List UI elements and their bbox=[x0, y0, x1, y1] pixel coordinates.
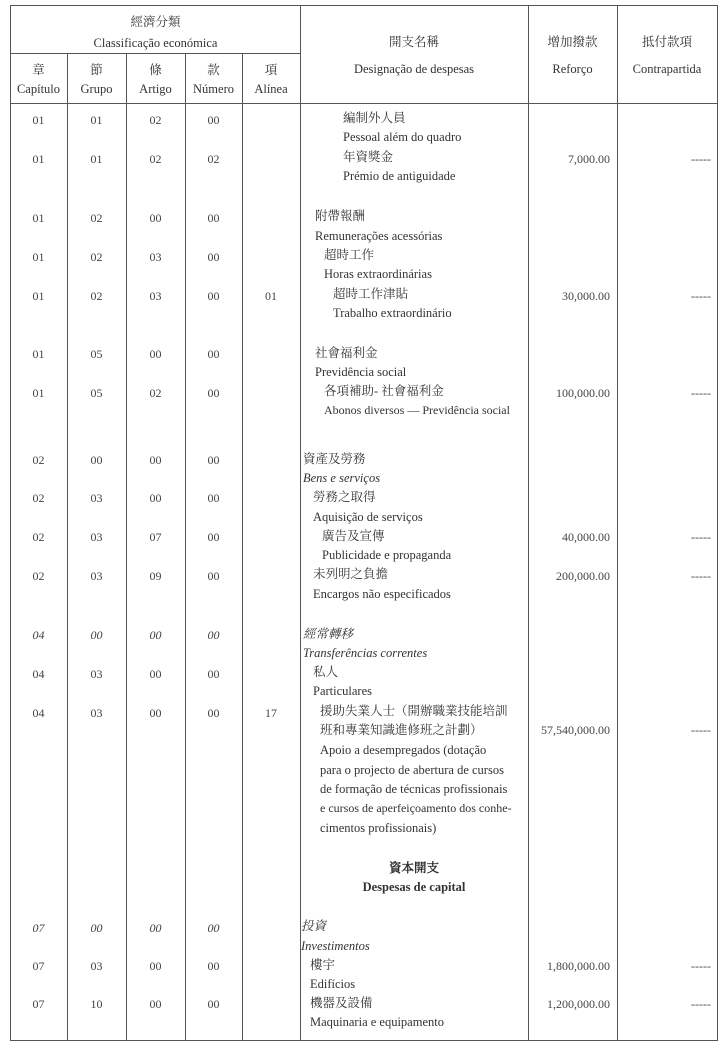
row-7-desc-zh: 資產及勞務 bbox=[303, 452, 366, 466]
row-7-article: 00 bbox=[149, 453, 162, 467]
row-9-group: 03 bbox=[90, 530, 103, 544]
row-4-article: 03 bbox=[149, 289, 162, 303]
col-border-4 bbox=[242, 53, 243, 1041]
row-13-desc-line-7: cimentos profissionais) bbox=[320, 821, 437, 835]
row-0-number: 00 bbox=[207, 113, 220, 127]
row-10-chapter: 02 bbox=[32, 569, 45, 583]
row-5-number: 00 bbox=[207, 347, 220, 361]
row-3-desc-pt: Horas extraordinárias bbox=[324, 267, 432, 281]
col-header-designation-zh: 開支名稱 bbox=[388, 35, 439, 49]
col-header-article-pt: Artigo bbox=[139, 82, 172, 96]
row-5-group: 05 bbox=[90, 347, 103, 361]
row-12-article: 00 bbox=[149, 667, 162, 681]
row-13-desc-line-5: de formação de técnicas profissionais bbox=[320, 782, 508, 796]
col-border-2 bbox=[126, 53, 127, 1041]
row-17-desc-pt: Maquinaria e equipamento bbox=[310, 1015, 444, 1029]
row-5-article: 00 bbox=[149, 347, 162, 361]
row-9-number: 00 bbox=[207, 530, 220, 544]
row-17-counter: ----- bbox=[691, 997, 711, 1011]
row-12-chapter: 04 bbox=[32, 667, 45, 681]
row-16-desc-pt: Edifícios bbox=[310, 977, 356, 991]
col-header-chapter-zh: 章 bbox=[32, 63, 45, 77]
row-11-article: 00 bbox=[149, 628, 162, 642]
row-3-desc-zh: 超時工作 bbox=[324, 248, 375, 262]
row-5-desc-pt: Previdência social bbox=[315, 365, 407, 379]
row-11-chapter: 04 bbox=[32, 628, 45, 642]
row-9-counter: ----- bbox=[691, 530, 711, 544]
row-12-group: 03 bbox=[90, 667, 103, 681]
row-4-group: 02 bbox=[90, 289, 103, 303]
classification-title-zh: 經濟分類 bbox=[130, 15, 181, 29]
row-7-desc-pt: Bens e serviços bbox=[303, 471, 381, 485]
row-2-chapter: 01 bbox=[32, 211, 45, 225]
row-13-counter: ----- bbox=[691, 723, 711, 737]
row-2-group: 02 bbox=[90, 211, 103, 225]
row-13-desc-line-2: 班和專業知識進修班之計劃） bbox=[320, 723, 483, 737]
section-title-zh: 資本開支 bbox=[388, 861, 439, 875]
row-0-desc-zh: 編制外人員 bbox=[343, 111, 406, 125]
row-6-counter: ----- bbox=[691, 386, 711, 400]
row-12-desc-zh: 私人 bbox=[313, 665, 339, 679]
section-title-pt: Despesas de capital bbox=[362, 880, 466, 894]
row-8-desc-pt: Aquisição de serviços bbox=[313, 510, 423, 524]
row-10-article: 09 bbox=[149, 569, 162, 583]
row-1-desc-zh: 年資獎金 bbox=[343, 150, 394, 164]
row-9-amount: 40,000.00 bbox=[562, 530, 610, 544]
row-10-counter: ----- bbox=[691, 569, 711, 583]
row-16-article: 00 bbox=[149, 959, 162, 973]
row-13-desc-line-1: 援助失業人士（開辦職業技能培訓 bbox=[320, 704, 508, 718]
row-6-article: 02 bbox=[149, 386, 162, 400]
row-16-amount: 1,800,000.00 bbox=[547, 959, 610, 973]
row-6-desc-zh: 各項補助- 社會福利金 bbox=[324, 384, 444, 398]
row-5-chapter: 01 bbox=[32, 347, 45, 361]
row-8-chapter: 02 bbox=[32, 491, 45, 505]
row-1-amount: 7,000.00 bbox=[568, 152, 610, 166]
col-header-alinea-pt: Alínea bbox=[254, 82, 288, 96]
col-header-number-pt: Número bbox=[193, 82, 234, 96]
row-13-chapter: 04 bbox=[32, 706, 45, 720]
row-6-desc-pt: Abonos diversos — Previdência social bbox=[324, 403, 510, 417]
row-10-desc-zh: 未列明之負擔 bbox=[313, 567, 389, 581]
row-16-number: 00 bbox=[207, 959, 220, 973]
row-1-chapter: 01 bbox=[32, 152, 45, 166]
row-6-group: 05 bbox=[90, 386, 103, 400]
row-16-group: 03 bbox=[90, 959, 103, 973]
row-2-number: 00 bbox=[207, 211, 220, 225]
row-6-chapter: 01 bbox=[32, 386, 45, 400]
row-1-number: 02 bbox=[207, 152, 220, 166]
row-11-desc-zh: 經常轉移 bbox=[303, 627, 354, 641]
row-13-group: 03 bbox=[90, 706, 103, 720]
row-16-counter: ----- bbox=[691, 959, 711, 973]
row-13-article: 00 bbox=[149, 706, 162, 720]
row-4-chapter: 01 bbox=[32, 289, 45, 303]
row-8-number: 00 bbox=[207, 491, 220, 505]
col-header-number-zh: 款 bbox=[207, 63, 220, 77]
row-17-chapter: 07 bbox=[32, 997, 45, 1011]
header-bottom-border bbox=[10, 103, 718, 104]
col-header-chapter-pt: Capítulo bbox=[16, 82, 61, 96]
row-3-chapter: 01 bbox=[32, 250, 45, 264]
row-11-number: 00 bbox=[207, 628, 220, 642]
row-3-group: 02 bbox=[90, 250, 103, 264]
row-15-desc-pt: Investimentos bbox=[301, 939, 370, 953]
row-8-article: 00 bbox=[149, 491, 162, 505]
row-9-chapter: 02 bbox=[32, 530, 45, 544]
row-4-counter: ----- bbox=[691, 289, 711, 303]
row-8-group: 03 bbox=[90, 491, 103, 505]
col-header-article-zh: 條 bbox=[149, 63, 162, 77]
row-11-desc-pt: Transferências correntes bbox=[303, 646, 428, 660]
row-13-desc-line-6: e cursos de aperfeiçoamento dos conhe- bbox=[320, 801, 512, 815]
row-13-number: 00 bbox=[207, 706, 220, 720]
row-3-article: 03 bbox=[149, 250, 162, 264]
row-2-article: 00 bbox=[149, 211, 162, 225]
row-17-desc-zh: 機器及設備 bbox=[310, 996, 373, 1010]
row-6-amount: 100,000.00 bbox=[556, 386, 610, 400]
row-4-alinea: 01 bbox=[265, 289, 277, 303]
row-10-group: 03 bbox=[90, 569, 103, 583]
row-16-desc-zh: 樓宇 bbox=[310, 958, 336, 972]
col-header-group-zh: 節 bbox=[90, 63, 103, 77]
row-1-group: 01 bbox=[90, 152, 103, 166]
classification-title-pt: Classificação económica bbox=[93, 36, 218, 50]
row-1-desc-pt: Prémio de antiguidade bbox=[343, 169, 456, 183]
row-4-desc-zh: 超時工作津貼 bbox=[333, 287, 409, 301]
row-15-group: 00 bbox=[90, 921, 103, 935]
row-7-number: 00 bbox=[207, 453, 220, 467]
row-10-amount: 200,000.00 bbox=[556, 569, 610, 583]
col-header-alinea-zh: 項 bbox=[264, 63, 278, 77]
col-header-reinforcement-zh: 增加撥款 bbox=[547, 35, 598, 49]
row-0-group: 01 bbox=[90, 113, 103, 127]
row-3-number: 00 bbox=[207, 250, 220, 264]
row-5-desc-zh: 社會福利金 bbox=[315, 346, 378, 360]
row-0-article: 02 bbox=[149, 113, 162, 127]
row-15-article: 00 bbox=[149, 921, 162, 935]
row-13-desc-line-4: para o projecto de abertura de cursos bbox=[320, 763, 504, 777]
col-header-counterpart-pt: Contrapartida bbox=[632, 62, 702, 76]
row-15-number: 00 bbox=[207, 921, 220, 935]
row-1-counter: ----- bbox=[691, 152, 711, 166]
row-2-desc-pt: Remunerações acessórias bbox=[315, 229, 443, 243]
row-13-desc-line-3: Apoio a desempregados (dotação bbox=[320, 743, 487, 757]
row-8-desc-zh: 勞務之取得 bbox=[313, 490, 376, 504]
col-border-right bbox=[717, 5, 718, 1041]
col-header-reinforcement-pt: Reforço bbox=[552, 62, 593, 76]
row-4-desc-pt: Trabalho extraordinário bbox=[333, 306, 452, 320]
col-header-designation-pt: Designação de despesas bbox=[353, 62, 475, 76]
row-4-number: 00 bbox=[207, 289, 220, 303]
row-9-desc-zh: 廣告及宣傳 bbox=[322, 529, 385, 543]
row-10-number: 00 bbox=[207, 569, 220, 583]
row-12-number: 00 bbox=[207, 667, 220, 681]
row-10-desc-pt: Encargos não especificados bbox=[313, 587, 451, 601]
row-17-group: 10 bbox=[90, 997, 103, 1011]
row-1-article: 02 bbox=[149, 152, 162, 166]
col-border-1 bbox=[67, 53, 68, 1041]
row-16-chapter: 07 bbox=[32, 959, 45, 973]
row-17-amount: 1,200,000.00 bbox=[547, 997, 610, 1011]
col-border-3 bbox=[185, 53, 186, 1041]
row-6-number: 00 bbox=[207, 386, 220, 400]
classification-divider bbox=[10, 53, 301, 54]
row-7-group: 00 bbox=[90, 453, 103, 467]
row-13-alinea: 17 bbox=[265, 706, 277, 720]
row-4-amount: 30,000.00 bbox=[562, 289, 610, 303]
row-11-group: 00 bbox=[90, 628, 103, 642]
row-13-amount: 57,540,000.00 bbox=[541, 723, 610, 737]
row-17-number: 00 bbox=[207, 997, 220, 1011]
table-top-border bbox=[10, 5, 718, 6]
row-12-desc-pt: Particulares bbox=[313, 684, 373, 698]
row-7-chapter: 02 bbox=[32, 453, 45, 467]
row-15-chapter: 07 bbox=[32, 921, 45, 935]
row-2-desc-zh: 附帶報酬 bbox=[315, 209, 366, 223]
col-header-group-pt: Grupo bbox=[80, 82, 113, 96]
row-9-article: 07 bbox=[149, 530, 162, 544]
table-bottom-border bbox=[10, 1040, 718, 1041]
row-0-chapter: 01 bbox=[32, 113, 45, 127]
col-header-counterpart-zh: 抵付款項 bbox=[641, 35, 692, 49]
row-17-article: 00 bbox=[149, 997, 162, 1011]
row-9-desc-pt: Publicidade e propaganda bbox=[322, 548, 452, 562]
row-15-desc-zh: 投資 bbox=[301, 919, 327, 933]
row-0-desc-pt: Pessoal além do quadro bbox=[343, 130, 462, 144]
